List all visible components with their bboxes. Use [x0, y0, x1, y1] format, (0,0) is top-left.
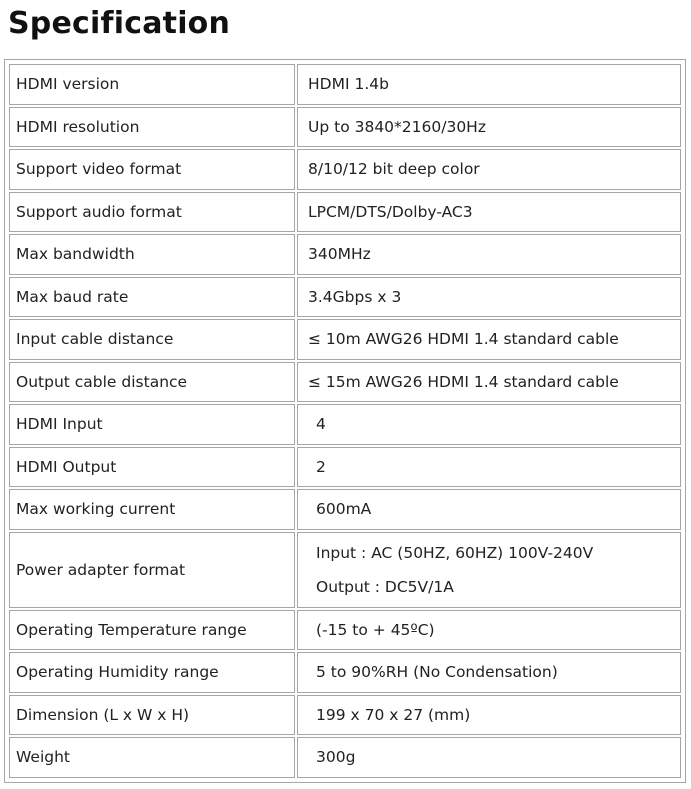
spec-label: Max bandwidth: [9, 234, 295, 275]
table-row: [9, 695, 681, 736]
table-row: [9, 404, 681, 445]
table-row: [9, 192, 681, 233]
spec-label: Input cable distance: [9, 319, 295, 360]
spec-label: HDMI Output: [9, 447, 295, 488]
spec-value: 600mA: [297, 489, 681, 530]
spec-value: ≤ 15m AWG26 HDMI 1.4 standard cable: [297, 362, 681, 403]
page-title: Specification: [8, 6, 231, 41]
table-row: [9, 107, 681, 148]
spec-value: 8/10/12 bit deep color: [297, 149, 681, 190]
spec-value: 199 x 70 x 27 (mm): [297, 695, 681, 736]
spec-label: Output cable distance: [9, 362, 295, 403]
table-row: [9, 447, 681, 488]
table-row: [9, 234, 681, 275]
spec-label: Max working current: [9, 489, 295, 530]
table-row: [9, 532, 681, 608]
spec-label: Operating Humidity range: [9, 652, 295, 693]
spec-value: HDMI 1.4b: [297, 64, 681, 105]
spec-label: HDMI Input: [9, 404, 295, 445]
spec-value: 3.4Gbps x 3: [297, 277, 681, 318]
spec-value: 300g: [297, 737, 681, 778]
spec-value: 4: [297, 404, 681, 445]
specification-table: [4, 59, 686, 783]
spec-label: Dimension (L x W x H): [9, 695, 295, 736]
table-row: [9, 362, 681, 403]
spec-label: Power adapter format: [9, 532, 295, 608]
spec-label: HDMI version: [9, 64, 295, 105]
spec-value: [297, 532, 681, 608]
spec-value: LPCM/DTS/Dolby-AC3: [297, 192, 681, 233]
table-row: [9, 149, 681, 190]
spec-label: Weight: [9, 737, 295, 778]
table-row: [9, 489, 681, 530]
power-input-value: Input : AC (50HZ, 60HZ) 100V-240V: [316, 543, 594, 562]
table-row: [9, 737, 681, 778]
spec-value: ≤ 10m AWG26 HDMI 1.4 standard cable: [297, 319, 681, 360]
spec-label: Support video format: [9, 149, 295, 190]
spec-label: HDMI resolution: [9, 107, 295, 148]
spec-value: (-15 to + 45ºC): [297, 610, 681, 651]
table-row: [9, 277, 681, 318]
spec-label: Max baud rate: [9, 277, 295, 318]
spec-value: Up to 3840*2160/30Hz: [297, 107, 681, 148]
spec-label: Operating Temperature range: [9, 610, 295, 651]
spec-value: 340MHz: [297, 234, 681, 275]
power-output-value: Output : DC5V/1A: [316, 577, 454, 596]
spec-label: Support audio format: [9, 192, 295, 233]
spec-value: 5 to 90%RH (No Condensation): [297, 652, 681, 693]
table-row: [9, 319, 681, 360]
table-row: [9, 610, 681, 651]
spec-value: 2: [297, 447, 681, 488]
table-row: [9, 64, 681, 105]
table-row: [9, 652, 681, 693]
